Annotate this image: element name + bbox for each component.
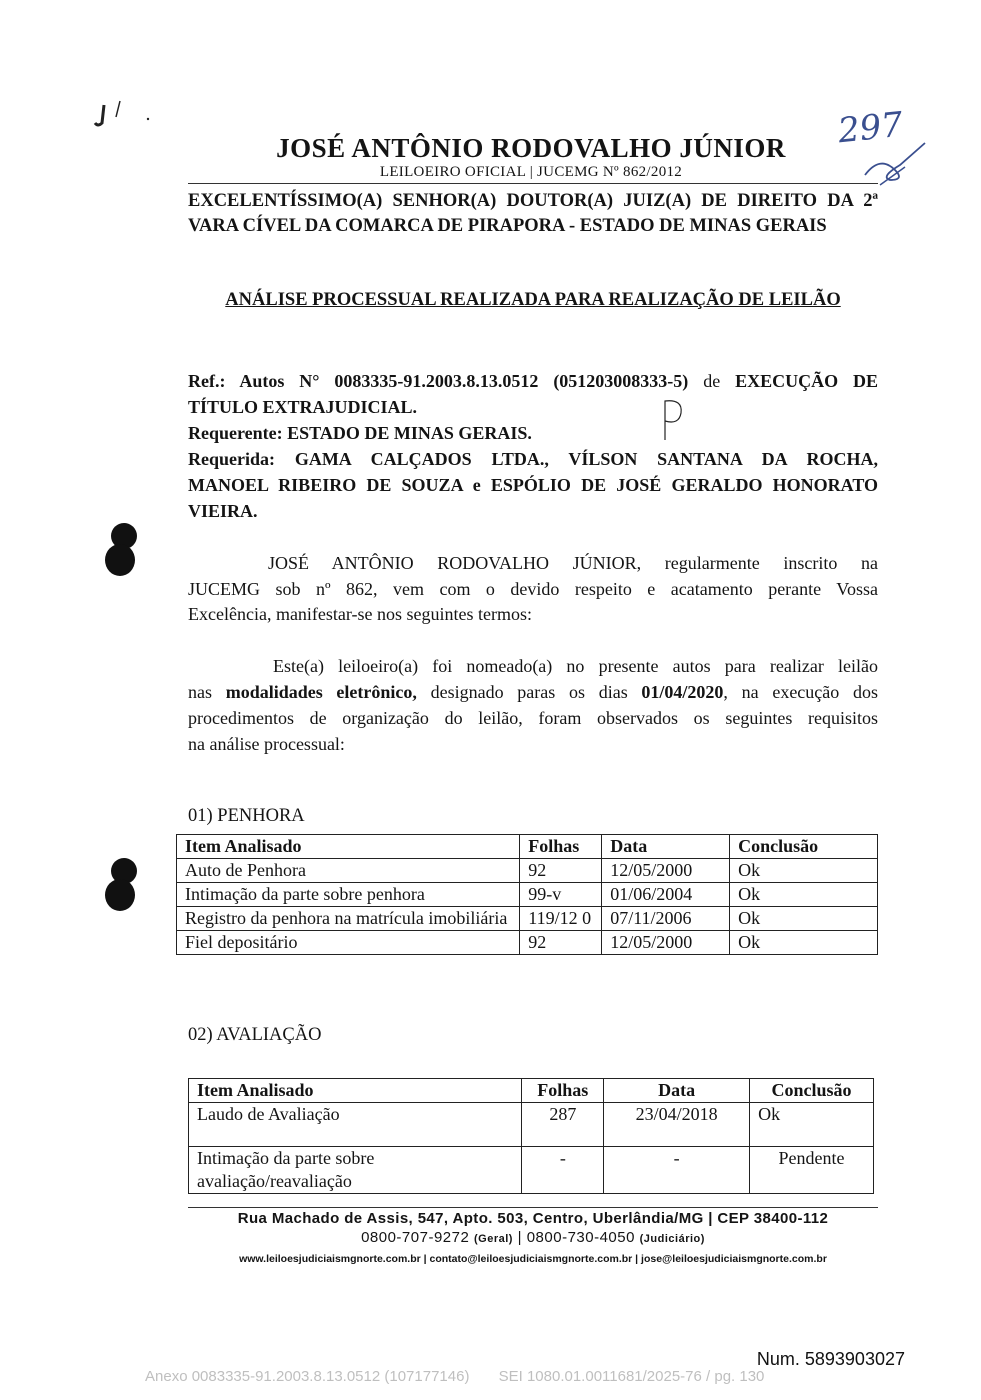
cell-item: Laudo de Avaliação	[189, 1103, 522, 1147]
phone-judicial: 0800-730-4050	[526, 1229, 635, 1246]
col-header: Conclusão	[730, 835, 878, 859]
addressee-line-1: EXCELENTÍSSIMO(A) SENHOR(A) DOUTOR(A) JUIZ(A) DE DIREITO DA 2ª	[188, 191, 878, 211]
cell-folhas: 92	[520, 859, 602, 883]
intro-text: , regularmente inscrito na	[636, 553, 878, 573]
cell-item: Registro da penhora na matrícula imobiliária	[177, 907, 520, 931]
table-header-row	[177, 835, 878, 859]
body-line-3: procedimentos de organização do leilão, foram observados os seguintes requisitos	[188, 708, 878, 728]
cell-folhas: -	[522, 1147, 604, 1194]
cell-conclusao: Ok	[750, 1103, 874, 1147]
section-avaliacao-title: 02) AVALIAÇÃO	[188, 1025, 322, 1045]
body-line-4: na análise processual:	[188, 734, 345, 754]
body-line-1: Este(a) leiloeiro(a) foi nomeado(a) no presente autos para realizar leilão	[273, 656, 878, 676]
autos-alt-number: (051203008333-5)	[553, 371, 689, 391]
annex-reference: Anexo 0083335-91.2003.8.13.0512 (107177146) SEI 1080.01.0011681/2025-76 / pg. 130	[145, 1368, 765, 1385]
col-header: Folhas	[522, 1079, 604, 1103]
ref-action: EXECUÇÃO DE	[735, 371, 879, 391]
footer-web-links: www.leiloesjudiciaismgnorte.com.br | contato@leiloesjudiciaismgnorte.com.br | jose@leiloesjudiciaismgnorte.com.br	[239, 1253, 827, 1265]
autos-number: 0083335-91.2003.8.13.0512	[334, 371, 539, 391]
table-row	[177, 931, 878, 955]
table-row	[189, 1147, 874, 1194]
body-text: designado paras os dias	[416, 682, 642, 702]
cell-folhas: 287	[522, 1103, 604, 1147]
body-text: nas	[188, 682, 226, 702]
addressee-line-2: VARA CÍVEL DA COMARCA DE PIRAPORA - ESTADO DE MINAS GERAIS	[188, 216, 827, 236]
footer-phones	[188, 1229, 878, 1246]
col-header: Item Analisado	[177, 835, 520, 859]
cell-data: 07/11/2006	[602, 907, 730, 931]
cell-item: Fiel depositário	[177, 931, 520, 955]
intro-line-3: Excelência, manifestar-se nos seguintes termos:	[188, 604, 533, 624]
phone-separator: |	[512, 1229, 527, 1246]
cell-conclusao: Ok	[730, 931, 878, 955]
letterhead-name: JOSÉ ANTÔNIO RODOVALHO JÚNIOR	[276, 133, 786, 163]
cell-item: Intimação da parte sobre penhora	[177, 883, 520, 907]
footer-address: Rua Machado de Assis, 547, Apto. 503, Centro, Uberlândia/MG | CEP 38400-112	[237, 1210, 829, 1227]
letterhead-subtitle: LEILOEIRO OFICIAL | JUCEMG Nº 862/2012	[379, 164, 683, 180]
intro-line-2: JUCEMG sob nº 862, vem com o devido respeito e acatamento perante Vossa	[188, 579, 878, 599]
cell-item: Auto de Penhora	[177, 859, 520, 883]
reference-line-2: TÍTULO EXTRAJUDICIAL.	[188, 397, 418, 417]
reference-line-1	[188, 368, 878, 394]
requerente: Requerente: ESTADO DE MINAS GERAIS.	[188, 423, 532, 443]
body-text: , na execução dos	[723, 682, 878, 702]
cell-data: 01/06/2004	[602, 883, 730, 907]
handwritten-page-number: 297	[836, 104, 905, 152]
section-penhora-title: 01) PENHORA	[188, 806, 305, 826]
cell-data: 23/04/2018	[604, 1103, 750, 1147]
cell-folhas: 99-v	[520, 883, 602, 907]
col-header: Data	[602, 835, 730, 859]
col-header: Item Analisado	[189, 1079, 522, 1103]
handwritten-p-mark	[655, 395, 690, 445]
punch-hole-mark	[102, 855, 147, 915]
document-number: Num. 5893903027	[756, 1349, 905, 1369]
table-row	[177, 859, 878, 883]
requerida-line-2: MANOEL RIBEIRO DE SOUZA e ESPÓLIO DE JOSÉ GERALDO HONORATO	[188, 475, 878, 495]
cell-data: 12/05/2000	[602, 931, 730, 955]
col-header: Conclusão	[750, 1079, 874, 1103]
table-row	[189, 1103, 874, 1147]
table-row	[177, 883, 878, 907]
requerida-line-1: Requerida: GAMA CALÇADOS LTDA., VÍLSON SANTANA DA ROCHA,	[188, 449, 878, 469]
header-divider	[188, 183, 878, 184]
cell-folhas: 92	[520, 931, 602, 955]
col-header: Folhas	[520, 835, 602, 859]
ref-de: de	[703, 371, 721, 391]
cell-conclusao: Ok	[730, 907, 878, 931]
phone-judicial-label: (Judiciário)	[639, 1233, 705, 1245]
table-row	[177, 907, 878, 931]
handwritten-top-left-mark	[90, 95, 160, 135]
penhora-table	[176, 834, 878, 955]
phone-general: 0800-707-9272	[361, 1229, 470, 1246]
cell-conclusao: Ok	[730, 859, 878, 883]
ref-label: Ref.: Autos N°	[188, 371, 320, 391]
modalidade: modalidades eletrônico,	[225, 682, 417, 702]
phone-general-label: (Geral)	[474, 1233, 513, 1245]
intro-line-1	[188, 550, 878, 576]
cell-data: -	[604, 1147, 750, 1194]
avaliacao-table	[188, 1078, 874, 1194]
table-header-row	[189, 1079, 874, 1103]
cell-data: 12/05/2000	[602, 859, 730, 883]
intro-name: JOSÉ ANTÔNIO RODOVALHO JÚNIOR	[268, 553, 637, 573]
col-header: Data	[604, 1079, 750, 1103]
cell-conclusao: Pendente	[750, 1147, 874, 1194]
cell-conclusao: Ok	[730, 883, 878, 907]
auction-date: 01/04/2020	[641, 682, 724, 702]
document-title: ANÁLISE PROCESSUAL REALIZADA PARA REALIZAÇÃO DE LEILÃO	[225, 290, 841, 310]
footer-divider	[188, 1207, 878, 1208]
punch-hole-mark	[102, 520, 147, 580]
cell-folhas: 119/12 0	[520, 907, 602, 931]
requerida-line-3: VIEIRA.	[188, 501, 258, 521]
body-line-2	[188, 679, 878, 705]
cell-item: Intimação da parte sobre avaliação/reavaliação	[189, 1147, 522, 1194]
